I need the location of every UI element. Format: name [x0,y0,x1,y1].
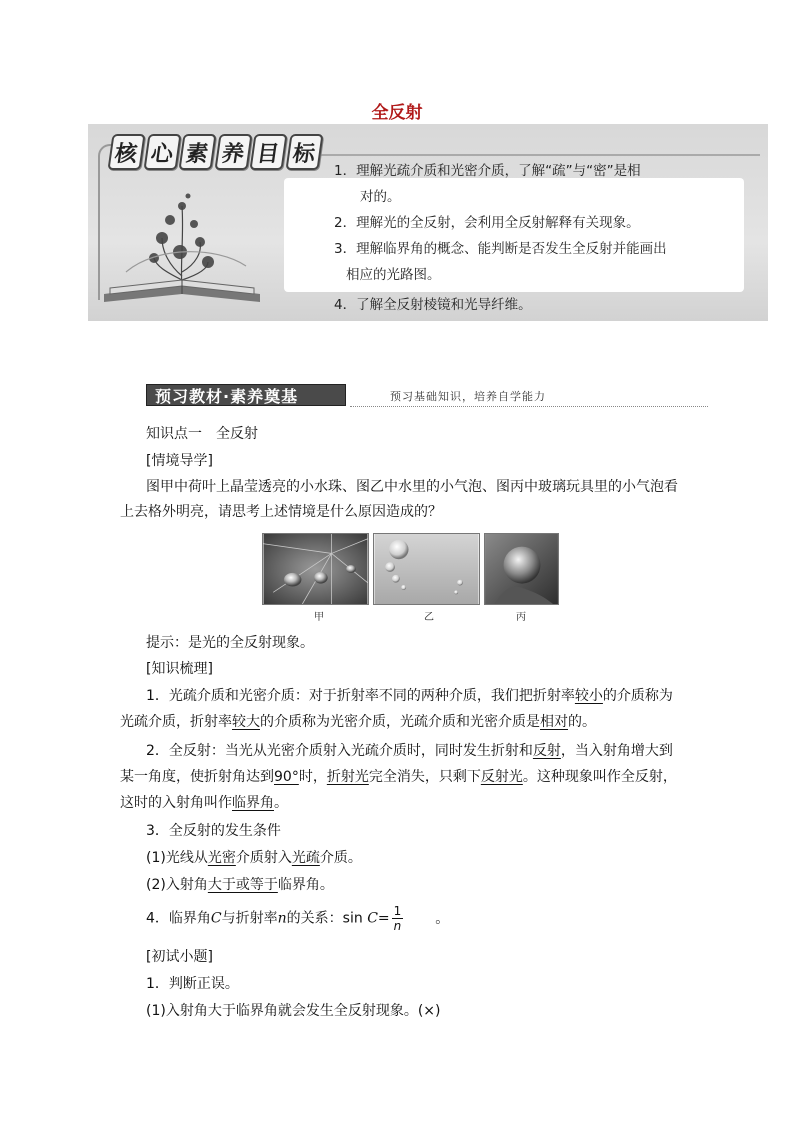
knowledge-item-2: 2．全反射：当光从光密介质射入光疏介质时，同时发生折射和反射，当入射角增大到 [146,743,673,759]
badge-char: 心 [143,134,181,170]
photo-lotus-droplets [262,533,369,605]
blank-answer: 大于或等于 [207,877,278,893]
situation-text: 图甲中荷叶上晶莹透亮的小水珠、图乙中水里的小气泡、图丙中玻璃玩具里的小气泡看 [146,479,678,495]
condition-2: (2)入射角大于或等于临界角。 [146,877,334,893]
blank-answer: 反射光 [480,769,523,785]
photo-glass-ball [484,533,559,605]
core-literacy-banner [88,124,768,321]
blank-answer: 90° [274,769,299,785]
badge-char: 核 [107,134,145,170]
situation-text: 上去格外明亮，请思考上述情境是什么原因造成的？ [120,504,442,520]
goal-item: 4．了解全反射棱镜和光导纤维。 [334,297,532,313]
blank-answer: 反射 [532,743,561,759]
knowledge-item-3-title: 3．全反射的发生条件 [146,823,281,839]
banner-divider [314,154,760,156]
photo-caption: 乙 [424,612,434,623]
situation-label: [情境导学] [146,453,213,469]
knowledge-item-1: 1．光疏介质和光密介质：对于折射率不同的两种介质，我们把折射率较小的介质称为 [146,688,673,704]
open-book-flower-illustration [96,176,268,316]
section-subtitle: 预习基础知识，培养自学能力 [390,390,546,403]
quiz-label: [初试小题] [146,949,213,965]
blank-answer: 相对 [540,714,568,730]
goal-item: 2．理解光的全反射，会利用全反射解释有关现象。 [334,215,640,231]
hint-text: 提示：是光的全反射现象。 [146,635,314,651]
badge-char: 养 [214,134,252,170]
blank-answer: 较小 [574,688,603,704]
knowledge-item-4: 4．临界角C与折射率n的关系：sin C= $\frac{1}{n}$ 。 [146,904,450,933]
banner-badge [110,134,320,168]
goal-item: 3．理解临界角的概念、能判断是否发生全反射并能画出 [334,241,667,257]
critical-angle-fraction: $\frac{1}{n}$ [393,904,402,933]
badge-char: 素 [178,134,216,170]
knowledge-label: [知识梳理] [146,661,213,677]
goal-item: 1．理解光疏介质和光密介质，了解“疏”与“密”是相 [334,163,641,179]
condition-1: (1)光线从光密介质射入光疏介质。 [146,850,362,866]
knowledge-point-title: 知识点一 全反射 [146,426,258,442]
knowledge-item-1-cont: 光疏介质，折射率较大的介质称为光密介质，光疏介质和光密介质是相对的。 [120,714,596,730]
blank-answer: 折射光 [326,769,369,785]
blank-answer: 临界角 [232,795,274,811]
photo-caption: 丙 [516,612,526,623]
section-label: 预习教材·素养奠基 [146,384,346,406]
badge-char: 标 [285,134,323,170]
quiz-question: 1．判断正误。 [146,976,239,992]
section-subtitle-bar [350,386,708,407]
photo-water-bubbles [373,533,480,605]
badge-char: 目 [249,134,287,170]
page-title: 全反射 [371,103,423,123]
blank-answer: 较大 [232,714,260,730]
blank-answer: 光密 [207,850,236,866]
knowledge-item-2-cont: 某一角度，使折射角达到90°时，折射光完全消失，只剩下反射光。这种现象叫作全反射， [120,769,677,785]
goal-item: 对的。 [360,189,401,205]
photo-caption: 甲 [314,612,324,623]
goal-item: 相应的光路图。 [346,267,441,283]
quiz-statement: (1)入射角大于临界角就会发生全反射现象。(×) [146,1003,441,1019]
blank-answer: 光疏 [291,850,320,866]
knowledge-item-2-cont: 这时的入射角叫作临界角。 [120,795,288,811]
